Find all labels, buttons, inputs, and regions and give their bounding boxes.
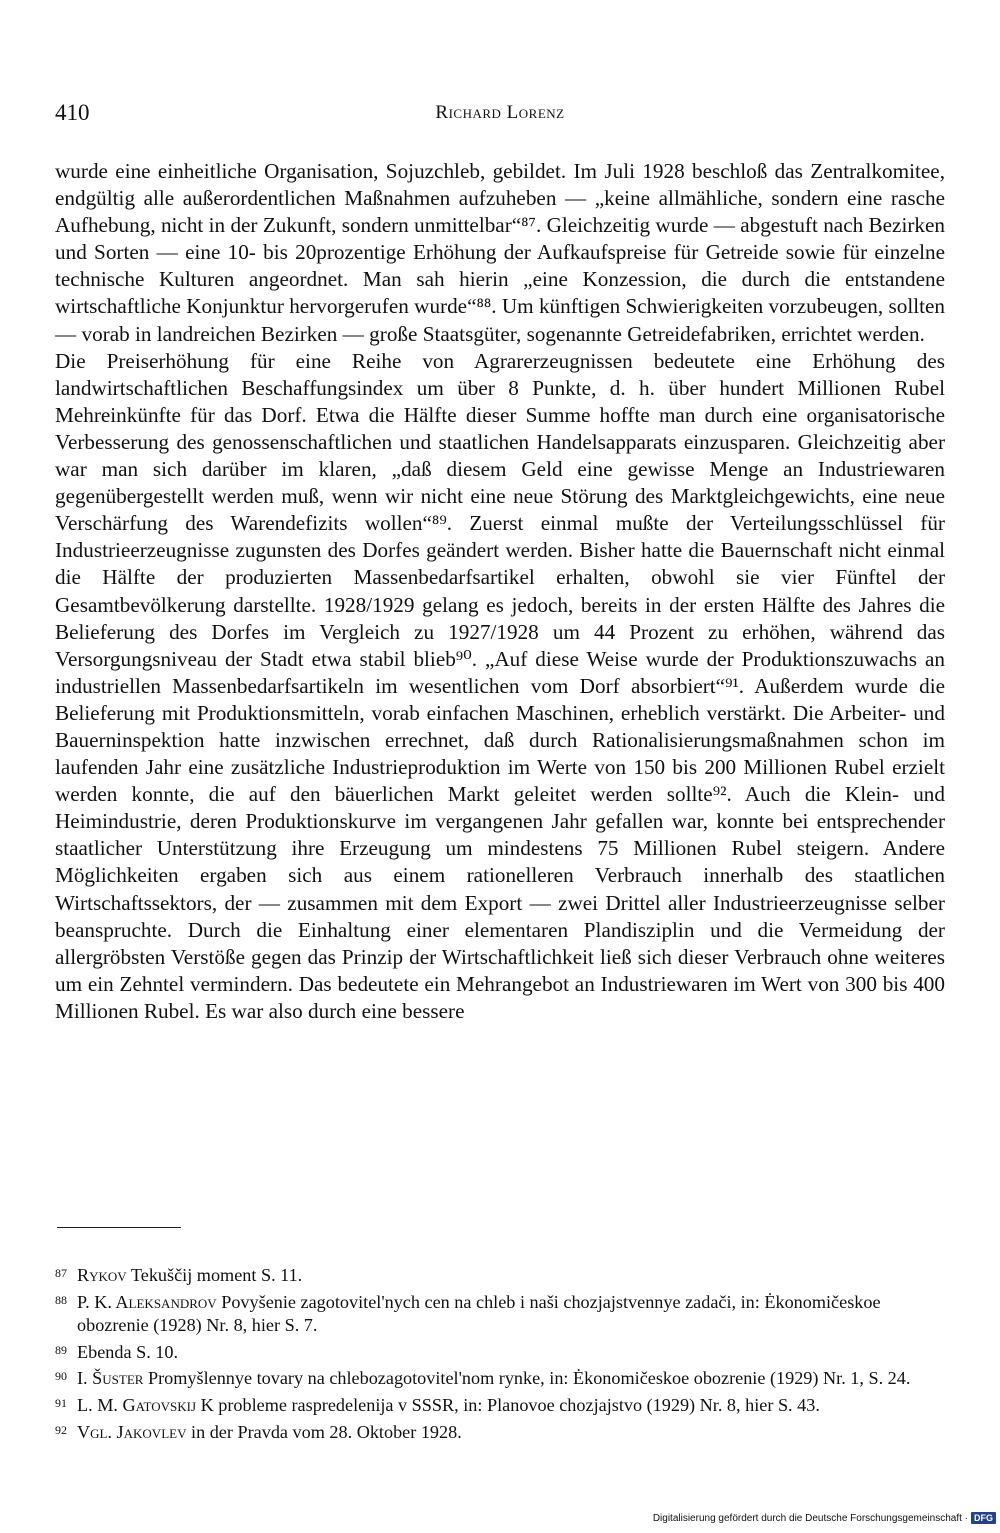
- footnote-text: in der Pravda vom 28. Oktober 1928.: [186, 1421, 462, 1442]
- footnote-number: 90: [55, 1369, 67, 1384]
- paragraph-1: wurde eine einheitliche Organisation, Sojuzchleb, gebildet. Im Juli 1928 beschloß das Zentralkomitee, endgültig alle außerordentlichen Maßnahmen aufzuheben — „keine allmähliche, sondern eine rasche Aufhebung, nicht in der Zukunft, sondern unmittelbar“⁸⁷. Gleichzeitig wurde — abgestuft nach Bezirken und Sorten — eine 10- bis 20prozentige Erhöhung der Aufkaufspreise für Getreide sowie für einzelne technische Kulturen angeordnet. Man sah hierin „eine Konzession, die durch die entstandene wirtschaftliche Konjunktur hervorgerufen wurde“⁸⁸. Um künftigen Schwierigkeiten vorzubeugen, sollten — vorab in landreichen Bezirken — große Staatsgüter, sogenannte Getreidefabriken, errichtet werden.: [55, 159, 945, 346]
- footnote-90: [55, 1365, 945, 1390]
- footnote-text: Povyšenie zagotovitel'nych cen na chleb i naši chozjajstvennye zadači, in: Ėkonomičeskoe obozrenie (1928) Nr. 8, hier S. 7.: [77, 1291, 881, 1335]
- footnote-author: P. K. Aleksandrov: [77, 1291, 217, 1312]
- footnote-text: Promyšlennye tovary na chlebozagotovitel'nom rynke, in: Ėkonomičeskoe obozrenie (1929) Nr. 1, S. 24.: [143, 1368, 911, 1389]
- footnote-89: [55, 1339, 945, 1364]
- footnote-text: Ebenda S. 10.: [77, 1341, 179, 1362]
- footnote-87: [55, 1262, 945, 1287]
- main-text: [55, 158, 945, 1025]
- credit-text: Digitalisierung gefördert durch die Deutsche Forschungsgemeinschaft ·: [652, 1512, 968, 1524]
- footnote-91: [55, 1392, 945, 1417]
- footnotes: [55, 1262, 945, 1445]
- footnote-88: [55, 1289, 945, 1337]
- footnote-author: Rykov: [77, 1265, 127, 1285]
- page-header: [55, 100, 945, 130]
- footnote-number: 89: [55, 1342, 67, 1357]
- digitization-credit: [653, 1512, 996, 1524]
- footnote-92: [55, 1419, 945, 1444]
- footnote-author: I. Šuster: [77, 1368, 144, 1389]
- footnote-author: Vgl. Jakovlev: [77, 1421, 187, 1442]
- footnote-number: 91: [55, 1396, 67, 1411]
- footnote-text: Tekuščij moment S. 11.: [126, 1265, 303, 1285]
- paragraph-2: Die Preiserhöhung für eine Reihe von Agrarerzeugnissen bedeutete eine Erhöhung des landwirtschaftlichen Beschaffungsindex um über 8 Punkte, d. h. über hundert Millionen Rubel Mehreinkünfte für das Dorf. Etwa die Hälfte dieser Summe hoffte man durch eine organisatorische Verbesserung des genossenschaftlichen und staatlichen Handelsapparats einzusparen. Gleichzeitig aber war man sich darüber im klaren, „daß diesem Geld eine gewisse Menge an Industriewaren gegenübergestellt werden muß, wenn wir nicht eine neue Störung des Marktgleichgewichts, eine neue Verschärfung des Warendefizits wollen“⁸⁹. Zuerst einmal mußte der Verteilungsschlüssel für Industrieerzeugnisse zugunsten des Dorfes geändert werden. Bisher hatte die Bauernschaft nicht einmal die Hälfte der produzierten Massenbedarfsartikel erhalten, obwohl sie vier Fünftel der Gesamtbevölkerung darstellte. 1928/1929 gelang es jedoch, bereits in der ersten Hälfte des Jahres die Belieferung des Dorfes im Vergleich zu 1927/1928 um 44 Prozent zu erhöhen, während das Versorgungsniveau der Stadt etwa stabil blieb⁹⁰. „Auf diese Weise wurde der Produktionszuwachs an industriellen Massenbedarfsartikeln im wesentlichen vom Dorf absorbiert“⁹¹. Außerdem wurde die Belieferung mit Produktionsmitteln, vorab einfachen Maschinen, erheblich verstärkt. Die Arbeiter- und Bauerninspektion hatte inzwischen errechnet, daß durch Rationalisierungsmaßnahmen schon im laufenden Jahr eine zusätzliche Industrieproduktion im Werte von 150 bis 200 Millionen Rubel erzielt werden konnte, die auf den bäuerlichen Markt geleitet werden sollte⁹². Auch die Klein- und Heimindustrie, deren Produktionskurve im vergangenen Jahr gefallen war, konnte bei entsprechender staatlicher Unterstützung ihre Erzeugung um mindestens 75 Millionen Rubel steigern. Andere Möglichkeiten ergaben sich aus einem rationelleren Verbrauch innerhalb des staatlichen Wirtschaftssektors, der — zusammen mit dem Export — zwei Drittel aller Industrieerzeugnisse selber beanspruchte. Durch die Einhaltung einer elementaren Plandisziplin und die Vermeidung der allergröbsten Verstöße gegen das Prinzip der Wirtschaftlichkeit ließ sich dieser Verbrauch ohne weiteres um ein Zehntel vermindern. Das bedeutete ein Mehrangebot an Industriewaren im Wert von 300 bis 400 Millionen Rubel. Es war also durch eine bessere: [55, 348, 945, 1023]
- running-head: Richard Lorenz: [435, 102, 565, 123]
- footnote-text: K probleme raspredelenija v SSSR, in: Planovoe chozjajstvo (1929) Nr. 8, hier S. 43.: [196, 1395, 820, 1416]
- dfg-logo: DFG: [971, 1512, 996, 1524]
- page-number: 410: [55, 100, 90, 125]
- footnote-separator: [57, 1227, 181, 1228]
- footnote-number: 88: [55, 1292, 67, 1307]
- footnote-author: L. M. Gatovskij: [77, 1395, 197, 1416]
- footnote-number: 87: [55, 1266, 67, 1280]
- footnote-number: 92: [55, 1422, 67, 1437]
